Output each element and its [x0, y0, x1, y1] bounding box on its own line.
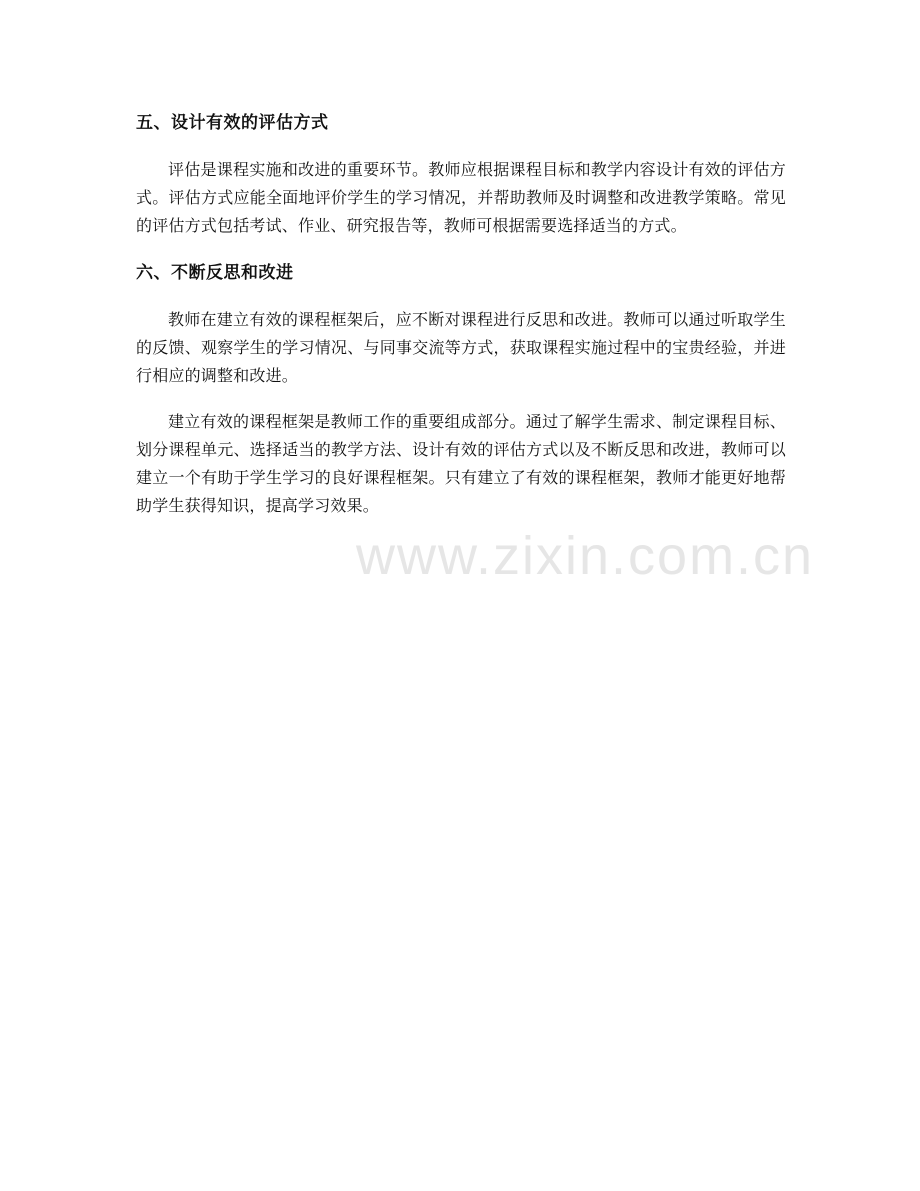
conclusion-paragraph: 建立有效的课程框架是教师工作的重要组成部分。通过了解学生需求、制定课程目标、划分课程单元、选择适当的教学方法、设计有效的评估方式以及不断反思和改进，教师可以建立一个有助于学生学习的良好课程框架。只有建立了有效的课程框架，教师才能更好地帮助学生获得知识，提高学习效果。 — [136, 412, 786, 515]
section-5-paragraph: 评估是课程实施和改进的重要环节。教师应根据课程目标和教学内容设计有效的评估方式。评估方式应能全面地评价学生的学习情况，并帮助教师及时调整和改进教学策略。常见的评估方式包括考试、作业、研究报告等，教师可根据需要选择适当的方式。 — [136, 160, 786, 235]
section-6-paragraph-1: 教师在建立有效的课程框架后，应不断对课程进行反思和改进。教师可以通过听取学生的反馈、观察学生的学习情况、与同事交流等方式，获取课程实施过程中的宝贵经验，并进行相应的调整和改进。 — [136, 310, 786, 385]
section-heading-5: 五、设计有效的评估方式 — [136, 113, 329, 133]
section-heading-6: 六、不断反思和改进 — [136, 263, 294, 283]
watermark: www.zixin.com.cn — [356, 526, 815, 586]
document-content — [136, 108, 786, 538]
